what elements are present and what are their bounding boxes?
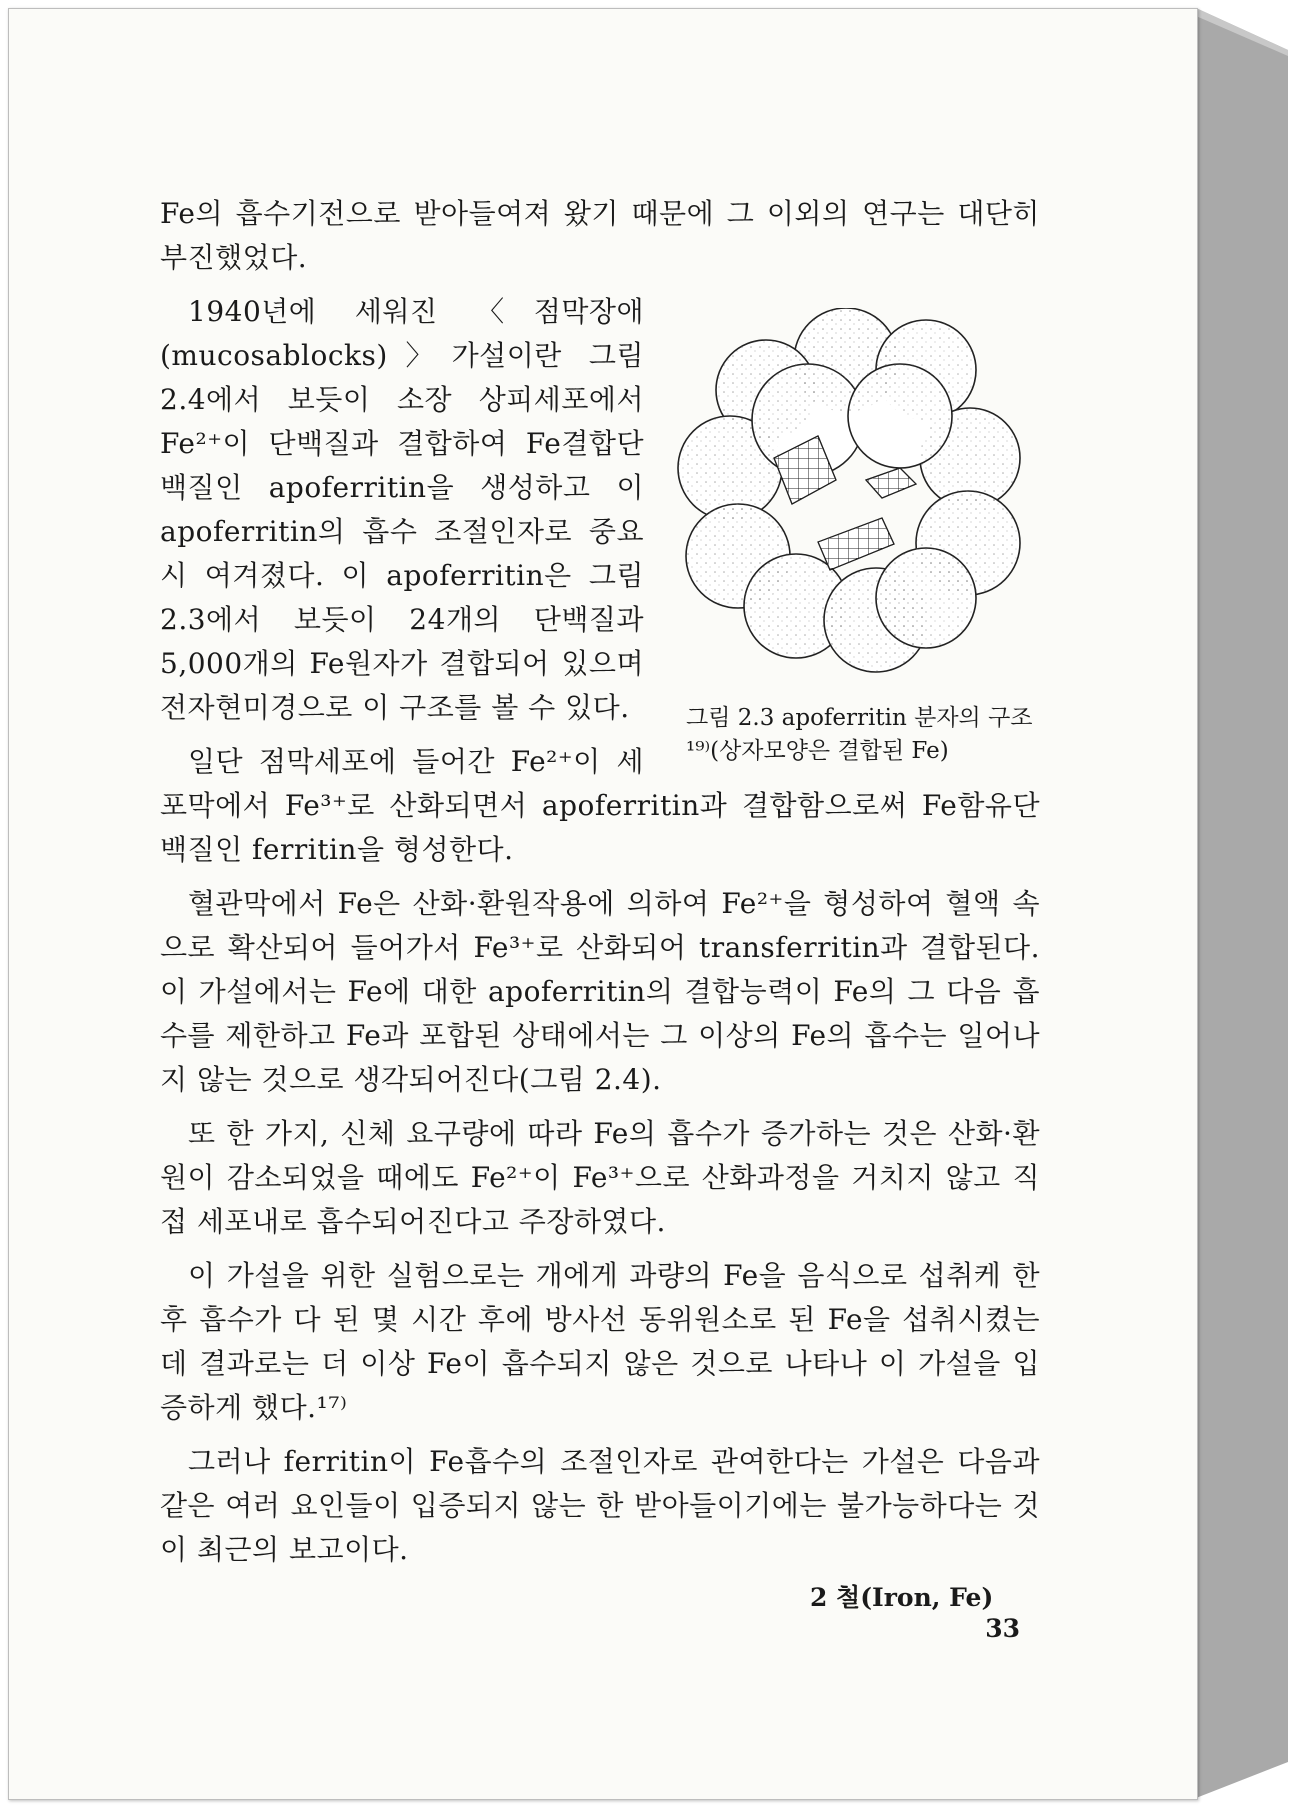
figure-apoferritin <box>668 308 1040 768</box>
paragraph-3: 일단 점막세포에 들어간 Fe²⁺이 세포막에서 Fe³⁺로 산화되면서 apoferritin과 결합함으로써 Fe함유단백질인 ferritin을 형성한다. <box>160 745 1040 866</box>
apoferritin-illustration <box>668 308 1040 688</box>
page-content <box>160 192 1040 1582</box>
paragraph-6: 이 가설을 위한 실험으로는 개에게 과량의 Fe을 음식으로 섭취케 한 후 흡수가 다 된 몇 시간 후에 방사선 동위원소로 된 Fe을 섭취시켰는데 결과로는 더 이상 Fe이 흡수되지 않은 것으로 나타나 이 가설을 입증하게 했다.¹⁷⁾ <box>160 1259 1040 1424</box>
book-edge <box>1196 0 1296 1806</box>
paragraph-1: Fe의 흡수기전으로 받아들여져 왔기 때문에 그 이외의 연구는 대단히 부진했었다. <box>160 197 1040 274</box>
protein-subunits <box>678 308 1020 672</box>
running-head: 2 철(Iron, Fe) <box>809 1583 994 1612</box>
paragraph-5: 또 한 가지, 신체 요구량에 따라 Fe의 흡수가 증가하는 것은 산화·환원이 감소되었을 때에도 Fe²⁺이 Fe³⁺으로 산화과정을 거치지 않고 직접 세포내로 흡수되어진다고 주장하였다. <box>160 1117 1040 1238</box>
figure-caption: 그림 2.3 apoferritin 분자의 구조¹⁹⁾(상자모양은 결합된 Fe) <box>686 705 1033 764</box>
page-footer <box>780 1578 1020 1643</box>
page-number: 33 <box>985 1614 1020 1643</box>
paragraph-7: 그러나 ferritin이 Fe흡수의 조절인자로 관여한다는 가설은 다음과 같은 여러 요인들이 입증되지 않는 한 받아들이기에는 불가능하다는 것이 최근의 보고이다. <box>160 1445 1040 1566</box>
paragraph-2: 1940년에 세워진 〈점막장애(mucosablocks)〉가설이란 그림 2.4에서 보듯이 소장 상피세포에서 Fe²⁺이 단백질과 결합하여 Fe결합단백질인 apoferritin을 생성하고 이 apoferritin의 흡수 조절인자로 중요시 여겨졌다. 이 apoferritin은 그림 2.3에서 보듯이 24개의 단백질과 5,000개의 Fe원자가 결합되어 있으며 전자현미경으로 이 구조를 볼 수 있다. <box>160 295 644 724</box>
paragraph-4: 혈관막에서 Fe은 산화·환원작용에 의하여 Fe²⁺을 형성하여 혈액 속으로 확산되어 들어가서 Fe³⁺로 산화되어 transferritin과 결합된다. 이 가설에서는 Fe에 대한 apoferritin의 결합능력이 Fe의 그 다음 흡수를 제한하고 Fe과 포합된 상태에서는 그 이상의 Fe의 흡수는 일어나지 않는 것으로 생각되어진다(그림 2.4). <box>160 887 1040 1096</box>
